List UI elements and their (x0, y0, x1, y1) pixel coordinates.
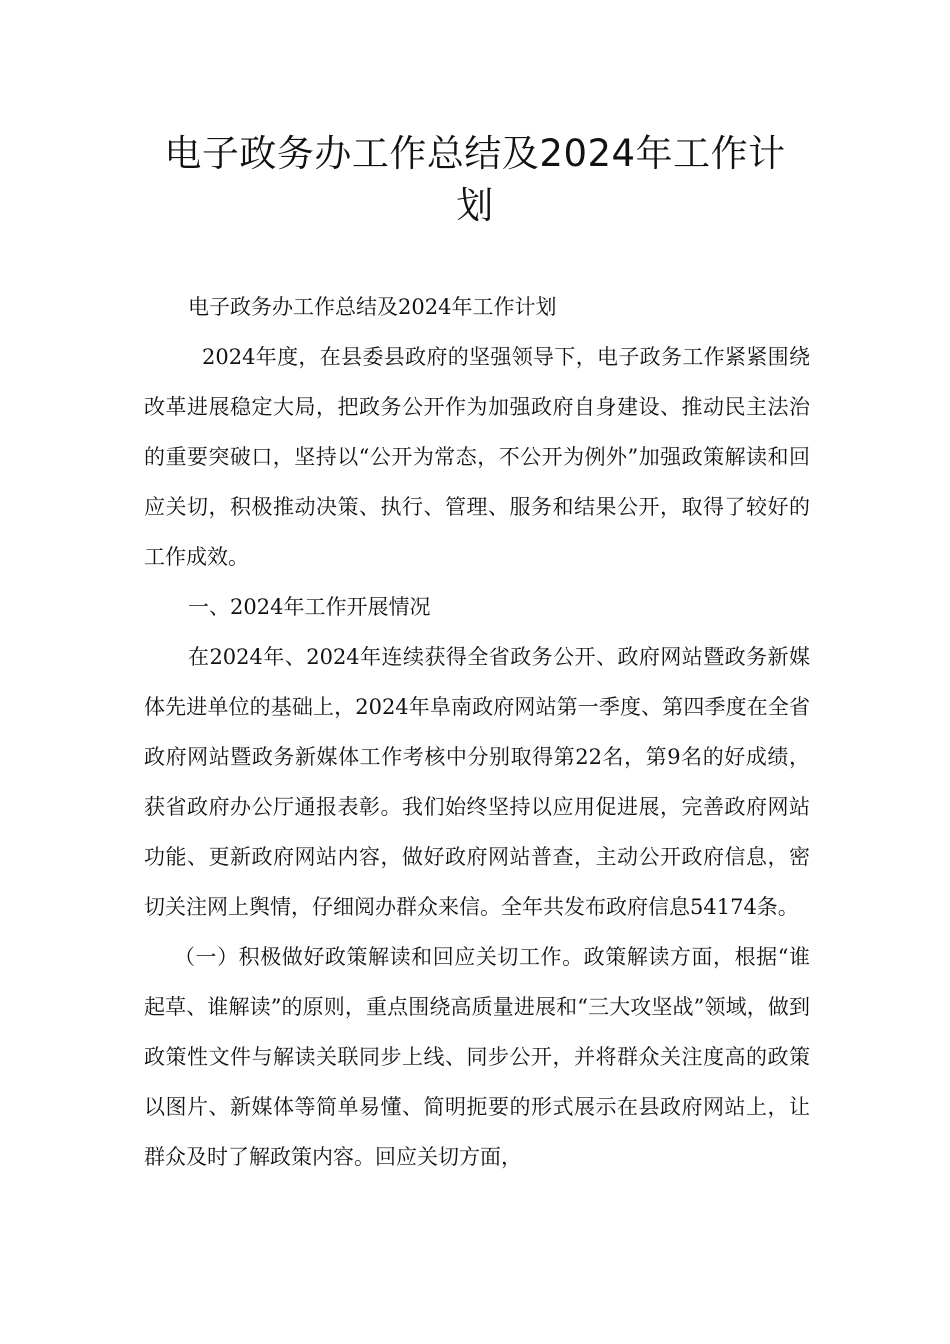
section-heading-1: 一、2024年工作开展情况 (188, 595, 431, 619)
paragraph-policy-interpretation: （一）积极做好政策解读和回应关切工作。政策解读方面，根据“谁起草、谁解读”的原则，重点围绕高质量进展和“三大攻坚战”领域，做到政策性文件与解读关联同步上线、同步公开，并将群众关注度高的政策以图片、新媒体等简单易懂、简明扼要的形式展示在县政府网站上，让群众及时了解政策内容。回应关切方面， (144, 945, 810, 1169)
document-title: 电子政务办工作总结及2024年工作计划 (164, 132, 786, 227)
paragraph-intro: 2024年度，在县委县政府的坚强领导下，电子政务工作紧紧围绕改革进展稳定大局，把政务公开作为加强政府自身建设、推动民主法治的重要突破口，坚持以“公开为常态，不公开为例外”加强政策解读和回应关切，积极推动决策、执行、管理、服务和结果公开，取得了较好的工作成效。 (144, 345, 810, 569)
paragraph-achievements: 在2024年、2024年连续获得全省政务公开、政府网站暨政务新媒体先进单位的基础上，2024年阜南政府网站第一季度、第四季度在全省政府网站暨政务新媒体工作考核中分别取得第22名，第9名的好成绩，获省政府办公厅通报表彰。我们始终坚持以应用促进展，完善政府网站功能、更新政府网站内容，做好政府网站普查，主动公开政府信息，密切关注网上舆情，仔细阅办群众来信。全年共发布政府信息54174条。 (144, 645, 810, 919)
paragraph-subtitle: 电子政务办工作总结及2024年工作计划 (188, 295, 557, 319)
document-body (144, 282, 810, 1182)
